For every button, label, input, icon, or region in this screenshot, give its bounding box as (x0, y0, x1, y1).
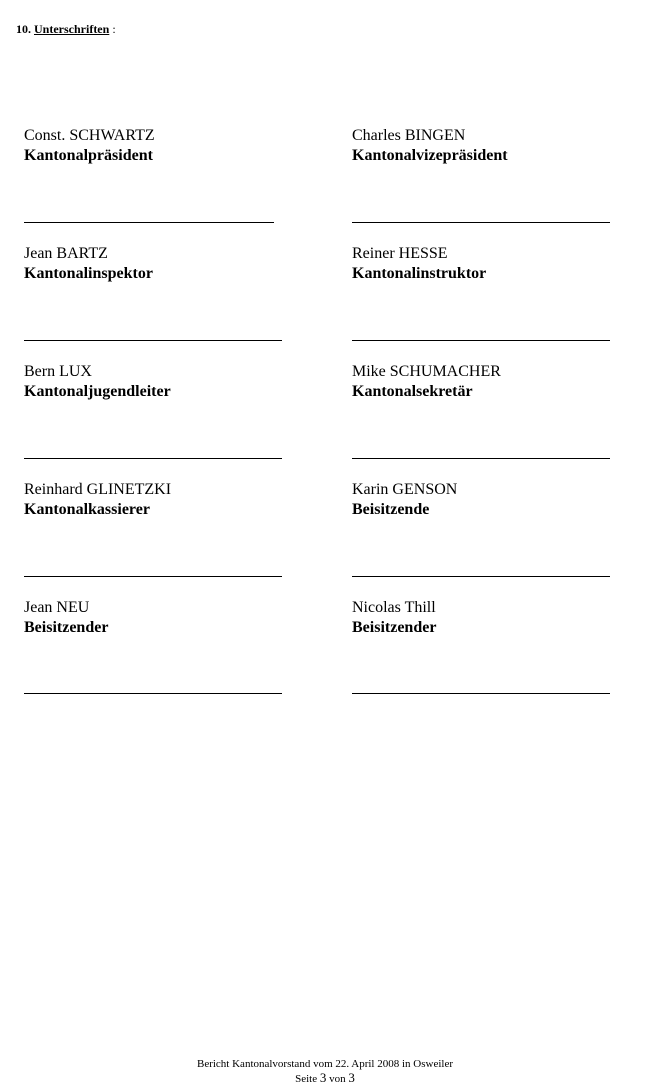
signature-line (352, 340, 610, 341)
signatory-role: Kantonalinspektor (24, 265, 153, 282)
signature-block (352, 362, 622, 402)
signature-block (24, 598, 294, 638)
signature-line (352, 458, 610, 459)
signature-line (352, 222, 610, 223)
signatory-role: Beisitzender (24, 619, 109, 636)
signatory-name: Mike SCHUMACHER (352, 363, 501, 380)
signature-line (24, 340, 282, 341)
page-current: 3 (319, 1070, 327, 1085)
signature-line (352, 576, 610, 577)
section-colon: : (112, 22, 116, 36)
signatory-name: Charles BINGEN (352, 127, 466, 144)
page-label: Seite (295, 1073, 318, 1085)
signature-block (352, 598, 622, 638)
signatory-role: Kantonalvizepräsident (352, 147, 508, 164)
section-title: Unterschriften (34, 22, 110, 36)
signature-block (24, 244, 294, 284)
page-total: 3 (348, 1070, 355, 1085)
signatory-name: Karin GENSON (352, 481, 458, 498)
section-heading (16, 21, 116, 37)
signatory-name: Reinhard GLINETZKI (24, 481, 172, 498)
signature-block (24, 362, 294, 402)
signature-line (24, 458, 282, 459)
signatory-role: Kantonalsekretär (352, 383, 473, 400)
signature-block (352, 480, 622, 520)
page-separator: von (329, 1073, 346, 1085)
page-footer (0, 1057, 650, 1086)
signature-block (24, 480, 294, 520)
signatory-name: Bern LUX (24, 363, 92, 380)
signatory-role: Kantonalinstruktor (352, 265, 487, 282)
signature-line (352, 693, 610, 694)
signatory-name: Reiner HESSE (352, 245, 448, 262)
footer-report-line: Bericht Kantonalvorstand vom 22. April 2008 in Osweiler (196, 1058, 453, 1070)
signatory-role: Kantonaljugendleiter (24, 383, 171, 400)
signatory-role: Kantonalkassierer (24, 501, 150, 518)
signature-block (352, 244, 622, 284)
signature-block (352, 126, 622, 166)
signatory-role: Beisitzender (352, 619, 437, 636)
signatory-name: Jean BARTZ (24, 245, 108, 262)
signature-line (24, 222, 274, 223)
signatory-name: Nicolas Thill (352, 599, 436, 616)
signature-block (24, 126, 294, 166)
signatory-name: Const. SCHWARTZ (24, 127, 155, 144)
section-number: 10. (16, 22, 31, 36)
signatory-role: Beisitzende (352, 501, 430, 518)
signatory-role: Kantonalpräsident (24, 147, 153, 164)
signature-line (24, 576, 282, 577)
signature-line (24, 693, 282, 694)
signatory-name: Jean NEU (24, 599, 90, 616)
footer-page-line (0, 1071, 650, 1086)
